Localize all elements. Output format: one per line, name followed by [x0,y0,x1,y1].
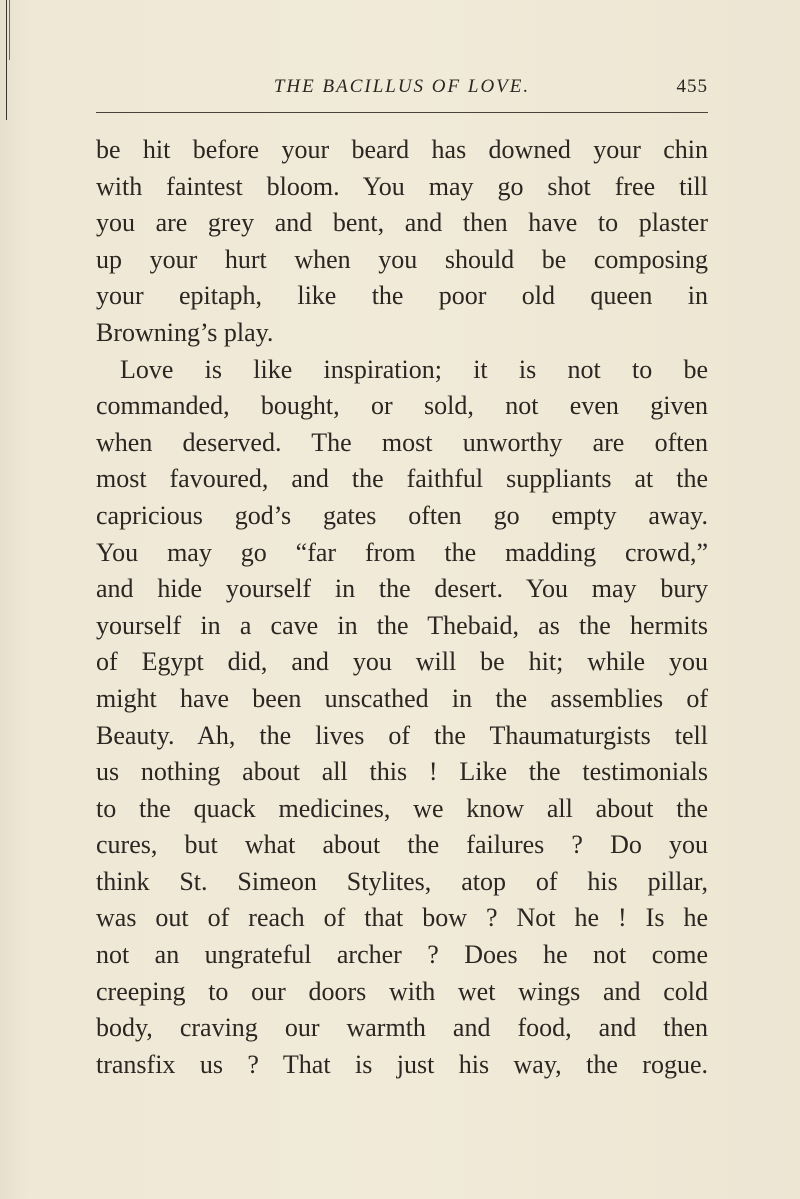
text-line: up your hurt when you should be composing [96,244,708,274]
text-line: most favoured, and the faithful suppliants at the [96,464,708,494]
text-line: your epitaph, like the poor old queen in [96,281,708,311]
page-number: 455 [676,76,708,97]
text-line: Beauty. Ah, the lives of the Thaumaturgists tell [96,720,708,750]
text-line: us nothing about all this ! Like the testimonials [96,757,708,787]
text-line: Love is like inspiration; it is not to be [120,354,708,384]
header-rule [96,112,708,113]
body-text [96,132,708,1083]
text-line: creeping to our doors with wet wings and cold [96,976,708,1006]
text-line: you are grey and bent, and then have to plaster [96,208,708,238]
page-edge-line [9,0,10,60]
text-line: transfix us ? That is just his way, the rogue. [96,1049,708,1079]
text-line: with faintest bloom. You may go shot free till [96,171,708,201]
text-line: cures, but what about the failures ? Do you [96,830,708,860]
text-line: of Egypt did, and you will be hit; while you [96,647,708,677]
text-line: yourself in a cave in the Thebaid, as the hermits [96,610,708,640]
text-line: You may go “far from the madding crowd,” [96,537,708,567]
page-edge-line [6,0,7,120]
page-header [96,72,708,104]
text-line: and hide yourself in the desert. You may bury [96,574,708,604]
text-line: Browning’s play. [96,317,274,347]
text-line: think St. Simeon Stylites, atop of his pillar, [96,866,708,896]
text-line: be hit before your beard has downed your chin [96,135,708,164]
text-line: might have been unscathed in the assemblies of [96,683,708,713]
text-line: not an ungrateful archer ? Does he not come [96,940,708,970]
text-line: commanded, bought, or sold, not even given [96,391,708,421]
text-line: body, craving our warmth and food, and then [96,1013,708,1043]
running-title: THE BACILLUS OF LOVE. [273,76,531,97]
text-line: when deserved. The most unworthy are often [96,427,708,457]
text-line: capricious god’s gates often go empty away. [96,500,708,530]
text-line: was out of reach of that bow ? Not he ! Is he [96,903,708,933]
text-line: to the quack medicines, we know all about the [96,793,708,823]
